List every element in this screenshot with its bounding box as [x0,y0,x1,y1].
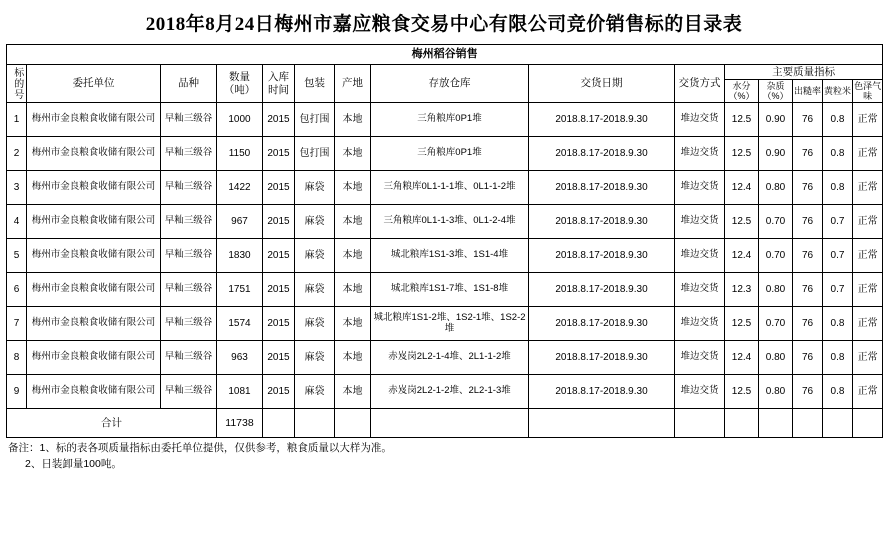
cell-packing: 麻袋 [295,375,335,409]
total-label: 合计 [7,409,217,438]
cell-origin: 本地 [335,341,371,375]
cell-yellow-rice: 0.7 [823,239,853,273]
cell-yellow-rice: 0.8 [823,307,853,341]
cell-warehouse: 赤岌岗2L2-1-4堆、2L1-1-2堆 [371,341,529,375]
cell-yellow-rice: 0.8 [823,341,853,375]
cell-unit: 梅州市金良粮食收储有限公司 [27,307,161,341]
total-quantity: 11738 [217,409,263,438]
total-blank-color-smell [853,409,883,438]
cell-no: 1 [7,103,27,137]
cell-impurity: 0.90 [759,137,793,171]
cell-variety: 早籼三级谷 [161,273,217,307]
cell-storage-time: 2015 [263,307,295,341]
cell-quantity: 1830 [217,239,263,273]
cell-unit: 梅州市金良粮食收储有限公司 [27,375,161,409]
cell-moisture: 12.5 [725,375,759,409]
header-no: 标的号 [7,64,27,103]
cell-variety: 早籼三级谷 [161,239,217,273]
cell-origin: 本地 [335,171,371,205]
cell-impurity: 0.80 [759,375,793,409]
cell-packing: 麻袋 [295,239,335,273]
cell-color-smell: 正常 [853,137,883,171]
cell-packing: 麻袋 [295,171,335,205]
total-blank-storage-time [263,409,295,438]
cell-yellow-rice: 0.8 [823,103,853,137]
cell-moisture: 12.5 [725,103,759,137]
cell-impurity: 0.70 [759,205,793,239]
cell-origin: 本地 [335,137,371,171]
header-milled-rate: 出糙率 [793,79,823,103]
cell-storage-time: 2015 [263,103,295,137]
header-variety: 品种 [161,64,217,103]
table-total-row [7,409,883,438]
header-impurity: 杂质（%） [759,79,793,103]
cell-variety: 早籼三级谷 [161,307,217,341]
cell-yellow-rice: 0.8 [823,375,853,409]
cell-packing: 麻袋 [295,273,335,307]
cell-warehouse: 三角粮库0L1-1-3堆、0L1-2-4堆 [371,205,529,239]
cell-quantity: 1422 [217,171,263,205]
table-row [7,103,883,137]
cell-delivery-method: 堆边交货 [675,103,725,137]
cell-color-smell: 正常 [853,375,883,409]
header-delivery-method: 交货方式 [675,64,725,103]
cell-origin: 本地 [335,307,371,341]
cell-yellow-rice: 0.8 [823,171,853,205]
cell-variety: 早籼三级谷 [161,375,217,409]
cell-delivery-date: 2018.8.17-2018.9.30 [529,103,675,137]
total-blank-milled-rate [793,409,823,438]
cell-variety: 早籼三级谷 [161,137,217,171]
cell-color-smell: 正常 [853,341,883,375]
cell-storage-time: 2015 [263,137,295,171]
table-row [7,137,883,171]
table-row [7,205,883,239]
note-line-2: 2、日装卸量100吨。 [25,458,122,471]
cell-no: 4 [7,205,27,239]
cell-impurity: 0.80 [759,273,793,307]
cell-storage-time: 2015 [263,171,295,205]
cell-no: 2 [7,137,27,171]
cell-storage-time: 2015 [263,239,295,273]
cell-origin: 本地 [335,205,371,239]
cell-yellow-rice: 0.7 [823,205,853,239]
cell-moisture: 12.4 [725,341,759,375]
cell-warehouse: 赤岌岗2L2-1-2堆、2L2-1-3堆 [371,375,529,409]
cell-delivery-method: 堆边交货 [675,307,725,341]
cell-color-smell: 正常 [853,205,883,239]
cell-moisture: 12.5 [725,205,759,239]
cell-delivery-date: 2018.8.17-2018.9.30 [529,137,675,171]
lot-catalog-table [6,44,883,438]
cell-packing: 麻袋 [295,205,335,239]
cell-delivery-method: 堆边交货 [675,205,725,239]
total-blank-warehouse [371,409,529,438]
cell-milled-rate: 76 [793,307,823,341]
cell-impurity: 0.70 [759,307,793,341]
cell-storage-time: 2015 [263,205,295,239]
cell-delivery-method: 堆边交货 [675,375,725,409]
cell-yellow-rice: 0.7 [823,273,853,307]
cell-quantity: 1751 [217,273,263,307]
cell-packing: 包打围 [295,137,335,171]
cell-variety: 早籼三级谷 [161,205,217,239]
cell-variety: 早籼三级谷 [161,341,217,375]
cell-packing: 包打围 [295,103,335,137]
cell-unit: 梅州市金良粮食收储有限公司 [27,205,161,239]
table-row [7,171,883,205]
header-moisture: 水分（%） [725,79,759,103]
cell-delivery-method: 堆边交货 [675,341,725,375]
cell-milled-rate: 76 [793,273,823,307]
cell-delivery-method: 堆边交货 [675,239,725,273]
cell-warehouse: 城北粮库1S1-7堆、1S1-8堆 [371,273,529,307]
cell-no: 8 [7,341,27,375]
table-row [7,307,883,341]
cell-packing: 麻袋 [295,307,335,341]
cell-delivery-date: 2018.8.17-2018.9.30 [529,205,675,239]
table-row [7,273,883,307]
cell-delivery-date: 2018.8.17-2018.9.30 [529,273,675,307]
page-title: 2018年8月24日梅州市嘉应粮食交易中心有限公司竞价销售标的目录表 [145,14,743,35]
total-blank-impurity [759,409,793,438]
cell-origin: 本地 [335,103,371,137]
cell-moisture: 12.4 [725,171,759,205]
cell-delivery-method: 堆边交货 [675,137,725,171]
cell-origin: 本地 [335,273,371,307]
cell-warehouse: 三角粮库0L1-1-1堆、0L1-1-2堆 [371,171,529,205]
cell-no: 9 [7,375,27,409]
cell-storage-time: 2015 [263,273,295,307]
header-unit: 委托单位 [27,64,161,103]
header-warehouse: 存放仓库 [371,64,529,103]
table-subtitle: 梅州稻谷销售 [7,45,883,65]
cell-color-smell: 正常 [853,171,883,205]
cell-warehouse: 城北粮库1S1-2堆、1S2-1堆、1S2-2堆 [371,307,529,341]
cell-no: 3 [7,171,27,205]
cell-no: 5 [7,239,27,273]
header-color-smell: 色泽气味 [854,80,882,102]
cell-quantity: 1150 [217,137,263,171]
cell-impurity: 0.80 [759,341,793,375]
cell-delivery-method: 堆边交货 [675,171,725,205]
cell-color-smell: 正常 [853,307,883,341]
total-blank-origin [335,409,371,438]
cell-quantity: 1081 [217,375,263,409]
header-storage-time: 入库时间 [263,64,295,103]
cell-delivery-date: 2018.8.17-2018.9.30 [529,375,675,409]
cell-moisture: 12.3 [725,273,759,307]
cell-unit: 梅州市金良粮食收储有限公司 [27,171,161,205]
cell-impurity: 0.70 [759,239,793,273]
cell-milled-rate: 76 [793,205,823,239]
header-delivery-date: 交货日期 [529,64,675,103]
header-yellow-rice: 黄粒米 [823,79,853,103]
cell-warehouse: 城北粮库1S1-3堆、1S1-4堆 [371,239,529,273]
cell-quantity: 1000 [217,103,263,137]
cell-unit: 梅州市金良粮食收储有限公司 [27,341,161,375]
cell-milled-rate: 76 [793,375,823,409]
total-blank-delivery-date [529,409,675,438]
cell-storage-time: 2015 [263,375,295,409]
header-quality-group: 主要质量指标 [725,64,883,79]
cell-delivery-date: 2018.8.17-2018.9.30 [529,341,675,375]
header-origin: 产地 [335,64,371,103]
notes-section [6,438,882,473]
cell-color-smell: 正常 [853,239,883,273]
cell-no: 7 [7,307,27,341]
table-row [7,375,883,409]
cell-impurity: 0.90 [759,103,793,137]
cell-yellow-rice: 0.8 [823,137,853,171]
cell-quantity: 967 [217,205,263,239]
cell-variety: 早籼三级谷 [161,171,217,205]
cell-moisture: 12.5 [725,307,759,341]
cell-color-smell: 正常 [853,103,883,137]
cell-packing: 麻袋 [295,341,335,375]
header-quantity: 数量（吨） [217,64,263,103]
cell-unit: 梅州市金良粮食收储有限公司 [27,137,161,171]
cell-quantity: 963 [217,341,263,375]
cell-color-smell: 正常 [853,273,883,307]
cell-milled-rate: 76 [793,137,823,171]
total-blank-yellow-rice [823,409,853,438]
cell-moisture: 12.4 [725,239,759,273]
total-blank-packing [295,409,335,438]
cell-unit: 梅州市金良粮食收储有限公司 [27,103,161,137]
cell-no: 6 [7,273,27,307]
cell-origin: 本地 [335,239,371,273]
total-blank-delivery-method [675,409,725,438]
cell-warehouse: 三角粮库0P1堆 [371,137,529,171]
cell-impurity: 0.80 [759,171,793,205]
table-header-row-1 [7,64,883,79]
total-blank-moisture [725,409,759,438]
cell-origin: 本地 [335,375,371,409]
cell-unit: 梅州市金良粮食收储有限公司 [27,273,161,307]
table-subtitle-row [7,45,883,65]
cell-warehouse: 三角粮库0P1堆 [371,103,529,137]
cell-variety: 早籼三级谷 [161,103,217,137]
cell-milled-rate: 76 [793,171,823,205]
note-line-1: 备注：1、标的表各项质量指标由委托单位提供，仅供参考，粮食质量以大样为准。 [8,442,392,455]
header-packing: 包装 [295,64,335,103]
cell-milled-rate: 76 [793,341,823,375]
cell-delivery-date: 2018.8.17-2018.9.30 [529,307,675,341]
cell-milled-rate: 76 [793,239,823,273]
cell-delivery-date: 2018.8.17-2018.9.30 [529,171,675,205]
cell-unit: 梅州市金良粮食收储有限公司 [27,239,161,273]
cell-delivery-date: 2018.8.17-2018.9.30 [529,239,675,273]
cell-storage-time: 2015 [263,341,295,375]
cell-quantity: 1574 [217,307,263,341]
table-row [7,341,883,375]
table-row [7,239,883,273]
cell-delivery-method: 堆边交货 [675,273,725,307]
cell-moisture: 12.5 [725,137,759,171]
cell-milled-rate: 76 [793,103,823,137]
